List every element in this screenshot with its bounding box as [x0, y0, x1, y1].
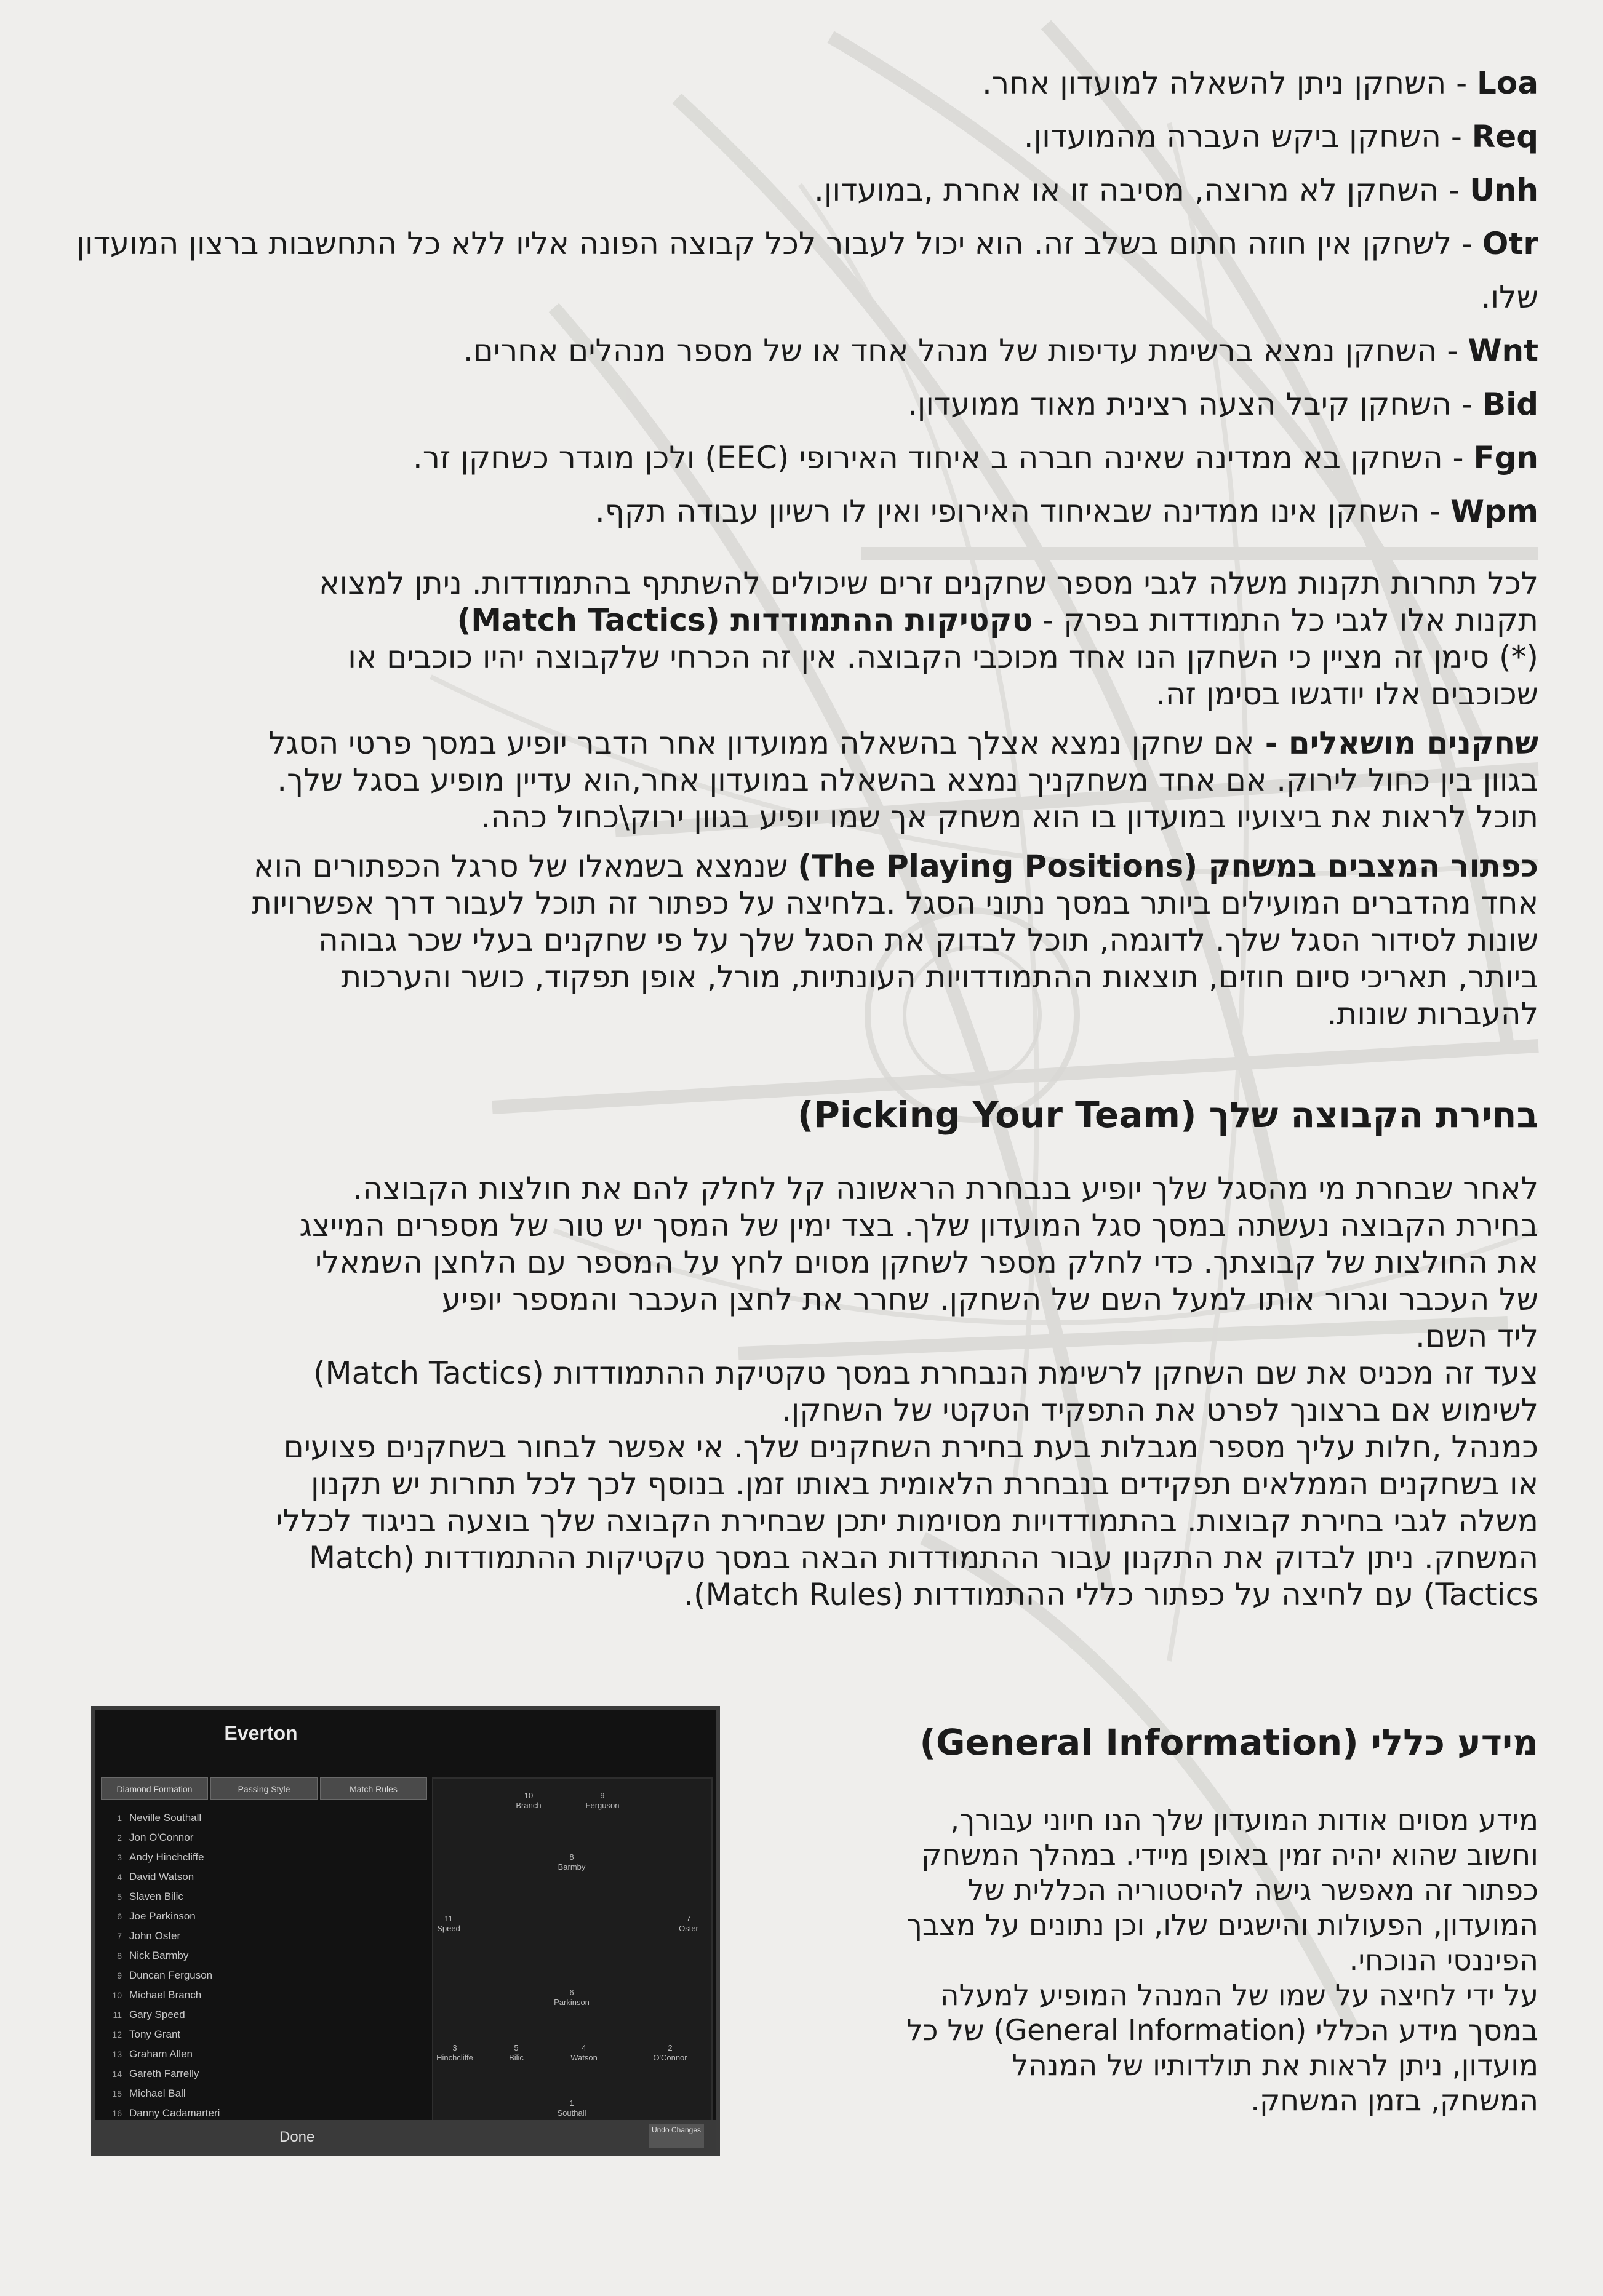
general-info-paragraph	[760, 1803, 1538, 2118]
player-name: Gareth Farrelly	[129, 2068, 199, 2079]
position-name: Speed	[437, 1924, 460, 1933]
club-title: Everton	[224, 1722, 298, 1744]
player-row[interactable]	[102, 1926, 422, 1946]
player-name: Jon O'Connor	[129, 1832, 194, 1843]
player-row[interactable]	[102, 2005, 422, 2025]
position-number: 9	[600, 1791, 605, 1800]
code-row-unh: Unh - השחקן לא מרוצה, מסיבה זו או אחרת ,במועדון.	[813, 172, 1538, 208]
screenshot-footer	[95, 2120, 716, 2152]
code-row-wnt: Wnt - השחקן נמצא ברשימת עדיפות של מנהל אחד או של מספר מנהלים אחרים.	[463, 333, 1538, 369]
player-name: Gary Speed	[129, 2009, 185, 2020]
text-line: מועדון, ניתן לראות את תולדותיו של המנהל	[1012, 2049, 1538, 2083]
loan-players-term: שחקנים מושאלים -	[1254, 725, 1538, 761]
code-key: Unh	[1469, 172, 1538, 208]
text-line: לכל תחרות תקנות משלה לגבי מספר שחקנים זרים שיכולים להשתתף בהתמודדות. ניתן למצוא	[319, 565, 1538, 601]
team-selection-screenshot	[91, 1706, 720, 2156]
text-span: אם שחקן נמצא אצלך בהשאלה ממועדון אחר הדבר יופיע במסך פרטי הסגל	[268, 725, 1255, 761]
position-name: Southall	[557, 2108, 586, 2118]
foreign-players-paragraph	[71, 565, 1538, 712]
position-name: Hinchcliffe	[436, 2053, 473, 2062]
code-key: Wnt	[1468, 333, 1538, 369]
text-line: המועדון, הפעולות והישגים שלו, וכן נתונים על מצבך	[906, 1908, 1538, 1942]
pitch-position[interactable]	[544, 2099, 599, 2118]
text-line: (*) סימן זה מציין כי השחקן הנו אחד מכוכבי הקבוצה. אין זה הכרחי שלקבוצה יהיו כוכבים או	[348, 639, 1538, 675]
text-line: כפתור זה מאפשר גישה להיסטוריה הכללית של	[967, 1873, 1538, 1907]
player-row[interactable]	[102, 1907, 422, 1926]
player-name: Slaven Bilic	[129, 1891, 183, 1902]
player-name: Andy Hinchcliffe	[129, 1851, 204, 1863]
shirt-number: 9	[117, 1971, 122, 1980]
shirt-number: 13	[112, 2049, 122, 2059]
code-text: השחקן נמצא ברשימת עדיפות של מנהל אחד או של מספר מנהלים אחרים.	[463, 333, 1437, 369]
code-key: Wpm	[1450, 493, 1538, 529]
player-row[interactable]	[102, 2025, 422, 2044]
shirt-number: 8	[117, 1951, 122, 1961]
code-row-req: Req - השחקן ביקש העברה מהמועדון.	[1023, 119, 1538, 154]
position-name: Oster	[679, 1924, 698, 1933]
shirt-number: 5	[117, 1892, 122, 1902]
shirt-number: 16	[112, 2108, 122, 2118]
pitch-position[interactable]	[501, 1791, 556, 1811]
pitch-position[interactable]	[556, 2043, 612, 2063]
code-key: Loa	[1477, 65, 1538, 101]
player-name: Michael Branch	[129, 1989, 202, 2001]
text-line: וחשוב שהוא יהיה זמין באופן מיידי. במהלך המשחק	[921, 1838, 1538, 1872]
code-row-fgn: Fgn - השחקן בא ממדינה שאינה חברה ב איחוד האירופי (EEC) ולכן מוגדר כשחקן זר.	[412, 440, 1538, 476]
text-line: אחד מהדברים המועילים ביותר במסך נתוני הסגל .בלחיצה על כפתור זה תוכל לעבור דרך אפשרויות	[252, 885, 1538, 921]
player-name: Neville Southall	[129, 1812, 202, 1824]
position-name: Bilic	[509, 2053, 524, 2062]
code-text: לשחקן אין חוזה חתום בשלב זה. הוא יכול לעבור לכל קבוצה הפונה אליו ללא כל התחשבות ברצון המועדון שלו.	[76, 226, 1538, 315]
text-line: ביותר, תאריכי סיום חוזים, תוצאות ההתמודדויות העונתיות, מורל, אופן תפקוד, כושר והערכות	[341, 959, 1538, 995]
text-span: שנמצא בשמאלו של סרגל הכפתורים הוא	[254, 848, 798, 884]
text-line	[71, 725, 1538, 762]
player-name: Danny Cadamarteri	[129, 2107, 220, 2119]
picking-team-heading: בחירת הקבוצה שלך (Picking Your Team)	[797, 1094, 1538, 1136]
player-row[interactable]	[102, 1946, 422, 1966]
player-name: Duncan Ferguson	[129, 1969, 213, 1981]
code-row-wpm: Wpm - השחקן אינו ממדינה שבאיחוד האירופי ואין לו רשיון עבודה תקף.	[594, 493, 1538, 529]
text-line: של העכבר וגרור אותו למעל השם של השחקן. שחרר את לחצן העכבר והמספר יופיע	[441, 1282, 1538, 1317]
tab-diamond-formation[interactable]: Diamond Formation	[101, 1777, 208, 1800]
position-name: Branch	[516, 1801, 542, 1810]
text-line	[71, 848, 1538, 885]
position-number: 2	[668, 2043, 673, 2052]
player-row[interactable]	[102, 1867, 422, 1887]
position-name: Ferguson	[585, 1801, 620, 1810]
text-line: תוכל לראות את ביצועיו במועדון בו הוא משחק אך שמו יופיע בגוון ירוק\כחול כהה.	[481, 799, 1538, 835]
shirt-number: 12	[112, 2030, 122, 2039]
text-line: על ידי לחיצה על שמו של המנהל המופיע למעלה	[940, 1979, 1538, 2012]
code-key: Req	[1471, 119, 1538, 154]
loan-players-paragraph	[71, 725, 1538, 835]
shirt-number: 6	[117, 1911, 122, 1921]
undo-changes-button[interactable]: Undo Changes	[649, 2124, 704, 2148]
player-name: Graham Allen	[129, 2048, 193, 2060]
position-name: O'Connor	[653, 2053, 687, 2062]
position-number: 7	[686, 1914, 691, 1923]
playing-positions-paragraph	[71, 848, 1538, 1032]
player-row[interactable]	[102, 1887, 422, 1907]
player-row[interactable]	[102, 2044, 422, 2064]
code-text: השחקן אינו ממדינה שבאיחוד האירופי ואין לו רשיון עבודה תקף.	[594, 493, 1420, 529]
player-name: Joe Parkinson	[129, 1910, 196, 1922]
text-line: המשחק. ניתן לבדוק את התקנון עבור ההתמודדות הבאה במסך טקטיקות ההתמודדות (Match	[309, 1540, 1538, 1576]
match-tactics-reference: טקטיקות ההתמודדות (Match Tactics)	[457, 602, 1033, 638]
text-line: לאחר שבחרת מי מהסגל שלך יופיע בנבחרת הראשונה קל לחלק להם את חולצות הקבוצה.	[353, 1171, 1538, 1206]
pitch-position[interactable]	[544, 1852, 599, 1872]
code-text: השחקן בא ממדינה שאינה חברה ב איחוד האירופי (EEC) ולכן מוגדר כשחקן זר.	[412, 440, 1443, 476]
position-name: Watson	[570, 2053, 598, 2062]
code-key: Otr	[1482, 226, 1538, 261]
squad-list	[102, 1808, 422, 2123]
position-number: 5	[514, 2043, 519, 2052]
player-row[interactable]	[102, 1808, 422, 1828]
text-line: Tactics) עם לחיצה על כפתור כללי ההתמודדות (Match Rules).	[684, 1577, 1538, 1612]
shirt-number: 11	[113, 2010, 122, 2020]
text-line: להעברות שונות.	[1327, 996, 1538, 1032]
done-button[interactable]: Done	[279, 2129, 315, 2145]
text-line: צעד זה מכניס את שם השחקן לרשימת הנבחרת במסך טקטיקת ההתמודדות (Match Tactics)	[313, 1355, 1538, 1391]
tab-match-rules[interactable]: Match Rules	[320, 1777, 427, 1800]
shirt-number: 4	[117, 1872, 122, 1882]
pitch-position[interactable]	[489, 2043, 544, 2063]
code-row-loa: Loa - השחקן ניתן להשאלה למועדון אחר.	[982, 65, 1538, 101]
playing-positions-term: כפתור המצבים במשחק (The Playing Positions)	[798, 848, 1538, 884]
text-span: תקנות אלו לגבי כל התמודדות בפרק -	[1033, 602, 1538, 638]
player-row[interactable]	[102, 2084, 422, 2103]
player-row[interactable]	[102, 2064, 422, 2084]
shirt-number: 2	[117, 1833, 122, 1843]
shirt-number: 7	[117, 1931, 122, 1941]
position-number: 1	[569, 2099, 574, 2108]
player-name: Michael Ball	[129, 2087, 186, 2099]
code-text: השחקן ניתן להשאלה למועדון אחר.	[982, 65, 1447, 101]
pitch-position[interactable]	[427, 2043, 482, 2063]
text-line: משלה לגבי בחירת קבוצות. בהתמודדויות מסוימות יתכן שבחירת הקבוצה שלך בוצעה בניגוד לכללי	[276, 1503, 1538, 1539]
position-number: 6	[569, 1988, 574, 1997]
text-line: את החולצות של קבוצתך. כדי לחלק מספר לשחקן מסוים לחץ על המספר עם הלחצן השמאלי	[314, 1245, 1538, 1280]
tactics-tabs	[101, 1777, 427, 1800]
player-name: David Watson	[129, 1871, 194, 1883]
text-line: או בשחקנים הממלאים תפקידים בנבחרת הלאומית באותו זמן. בנוסף לכך לכל תחרות יש תקנון	[310, 1466, 1538, 1502]
pitch-position[interactable]	[661, 1914, 716, 1934]
position-name: Barmby	[558, 1862, 586, 1871]
text-line: במסך מידע הכללי (General Information) של כל	[906, 2014, 1538, 2047]
formation-pitch	[432, 1777, 713, 2124]
text-line: הפיננסי הנוכחי.	[1349, 1943, 1538, 1977]
player-status-codes	[71, 57, 1538, 538]
code-key: Bid	[1482, 386, 1538, 422]
player-name: Tony Grant	[129, 2028, 181, 2040]
code-row-bid: Bid - השחקן קיבל הצעה רצינית מאוד ממועדון.	[907, 386, 1538, 422]
pitch-position[interactable]	[642, 2043, 698, 2063]
text-line: כמנהל ,חלות עליך מספר מגבלות בעת בחירת השחקנים שלך. אי אפשר לבחור בשחקנים פצועים	[283, 1429, 1538, 1465]
text-line: שכוכבים אלו יודגשו בסימן זה.	[1156, 676, 1538, 712]
text-line: בחירת הקבוצה נעשתה במסך סגל המועדון שלך. בצד ימין של המסך יש טור של מספרים המייצג	[299, 1208, 1538, 1243]
text-line: שונות לסידור הסגל שלך. לדוגמה, תוכל לבדוק את הסגל שלך על פי שחקנים בעלי שכר גבוהה	[318, 922, 1538, 958]
player-row[interactable]	[102, 1848, 422, 1867]
text-line: המשחק, בזמן המשחק.	[1250, 2084, 1538, 2118]
player-name: John Oster	[129, 1930, 181, 1942]
position-number: 11	[444, 1914, 453, 1923]
position-number: 4	[582, 2043, 586, 2052]
text-line: ליד השם.	[1415, 1318, 1538, 1354]
pitch-position[interactable]	[575, 1791, 630, 1811]
code-text: השחקן לא מרוצה, מסיבה זו או אחרת ,במועדון.	[813, 172, 1439, 208]
player-row[interactable]	[102, 1966, 422, 1985]
tab-passing-style[interactable]: Passing Style	[210, 1777, 318, 1800]
pitch-position[interactable]	[421, 1914, 476, 1934]
text-line: לשימוש אם ברצונך לפרט את התפקיד הטקטי של השחקן.	[781, 1392, 1538, 1428]
pitch-position[interactable]	[544, 1988, 599, 2007]
code-text: השחקן קיבל הצעה רצינית מאוד ממועדון.	[907, 386, 1452, 422]
player-row[interactable]	[102, 1828, 422, 1848]
picking-team-paragraph	[71, 1170, 1538, 1613]
shirt-number: 3	[117, 1852, 122, 1862]
code-key: Fgn	[1473, 440, 1538, 476]
position-name: Parkinson	[554, 1998, 590, 2007]
text-line: מידע מסוים אודות המועדון שלך הנו חיוני עבורך,	[950, 1803, 1538, 1837]
shirt-number: 1	[117, 1813, 122, 1823]
player-name: Nick Barmby	[129, 1950, 189, 1961]
shirt-number: 15	[112, 2089, 122, 2099]
position-number: 8	[569, 1852, 574, 1862]
text-line: בגוון בין כחול לירוק. אם אחד משחקניך נמצא בהשאלה במועדון אחר,הוא עדיין מופיע בסגל שלך.	[277, 762, 1538, 798]
shirt-number: 14	[112, 2069, 122, 2079]
position-number: 3	[452, 2043, 457, 2052]
code-text: השחקן ביקש העברה מהמועדון.	[1023, 119, 1441, 154]
position-number: 10	[524, 1791, 534, 1800]
text-line	[71, 602, 1538, 639]
general-info-heading: מידע כללי (General Information)	[919, 1721, 1538, 1763]
code-row-otr: Otr - לשחקן אין חוזה חתום בשלב זה. הוא יכול לעבור לכל קבוצה הפונה אליו ללא כל התחשבות ברצון המועדון שלו.	[76, 226, 1538, 315]
shirt-number: 10	[112, 1990, 122, 2000]
player-row[interactable]	[102, 1985, 422, 2005]
